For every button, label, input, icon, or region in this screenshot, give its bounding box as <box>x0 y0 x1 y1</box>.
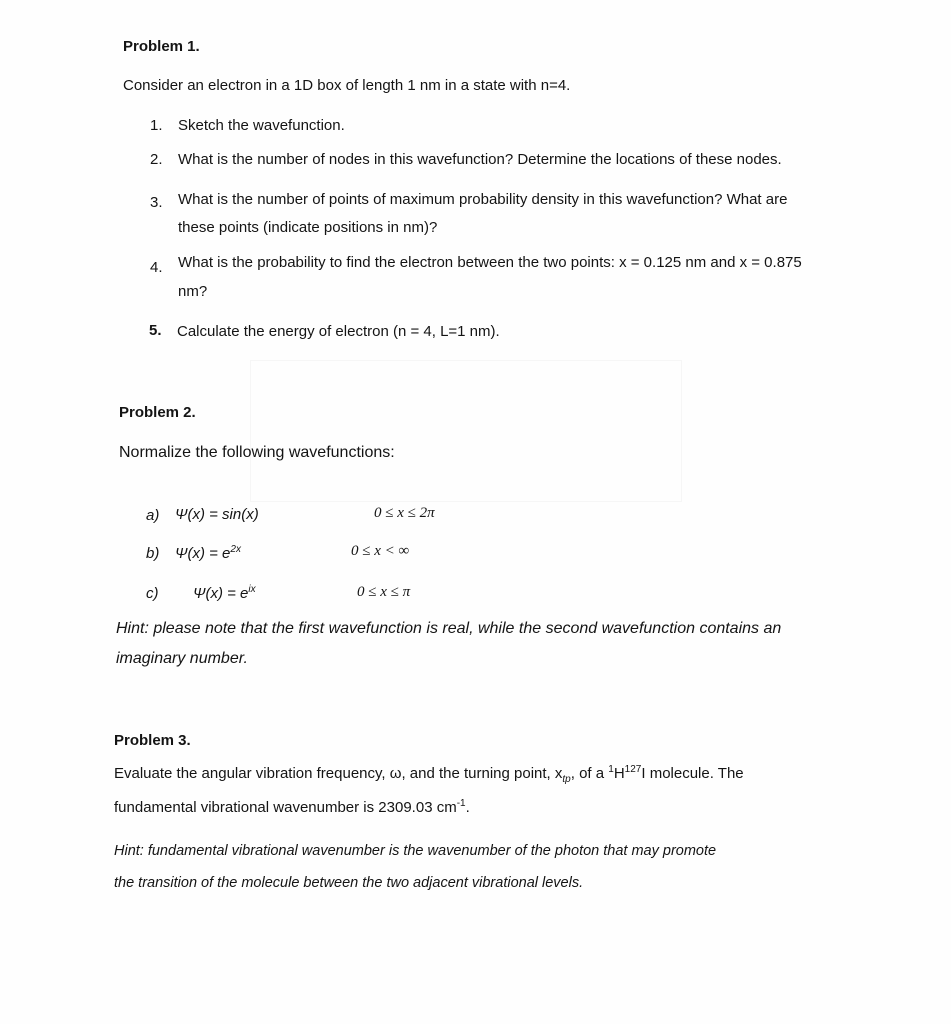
problem1-intro: Consider an electron in a 1D box of length 1 nm in a state with n=4. <box>123 77 571 94</box>
problem3-hint-line1: Hint: fundamental vibrational wavenumber is the wavenumber of the photon that may promote <box>114 843 717 859</box>
problem2-title: Problem 2. <box>119 404 196 421</box>
problem2-item-c-range: 0 ≤ x ≤ π <box>357 584 411 600</box>
problem2-item-b-label: b) <box>146 545 160 562</box>
problem2-hint-line2: imaginary number. <box>116 650 248 667</box>
problem2-item-a-label: a) <box>146 507 160 524</box>
problem1-q4-number: 4. <box>150 259 163 276</box>
problem2-item-b-range: 0 ≤ x < ∞ <box>351 543 410 559</box>
problem1-q5-text: Calculate the energy of electron (n = 4, L=1 nm). <box>177 323 500 340</box>
problem1-q2-text: What is the number of nodes in this wavefunction? Determine the locations of these nodes. <box>178 151 782 168</box>
problem2-item-c-func: $\Psi(x) = e^{ix}$ <box>193 584 256 602</box>
problem1-q3-line1: What is the number of points of maximum probability density in this wavefunction? What are <box>178 191 788 208</box>
problem1-q1-number: 1. <box>150 117 163 134</box>
problem1-q3-number: 3. <box>150 194 163 211</box>
problem1-q4-line2: nm? <box>178 283 208 300</box>
problem1-q5-number: 5. <box>149 322 162 339</box>
problem2-item-a-range: 0 ≤ x ≤ 2π <box>374 505 435 521</box>
problem2-item-a-func: Ψ(x) = sin(x) <box>175 506 259 523</box>
scan-ghost-box <box>250 360 682 502</box>
problem1-q2-number: 2. <box>150 151 163 168</box>
problem1-q1-text: Sketch the wavefunction. <box>178 117 345 134</box>
problem2-item-b-func: $\Psi(x) = e^{2x}$ <box>175 544 241 562</box>
problem1-q4-line1: What is the probability to find the electron between the two points: x = 0.125 nm and x = 0.875 <box>178 254 802 271</box>
problem3-statement-line1: Evaluate the angular vibration frequency, ω, and the turning point, $x_{tp}$, of a $^1H^{127}I$ molecule. The <box>114 764 744 785</box>
problem1-title: Problem 1. <box>123 38 200 55</box>
problem3-hint-line2: the transition of the molecule between the two adjacent vibrational levels. <box>114 875 584 891</box>
problem1-q3-line2: these points (indicate positions in nm)? <box>178 219 438 236</box>
problem3-statement-line2: fundamental vibrational wavenumber is 2309.03 $cm^{-1}$. <box>114 798 470 816</box>
problem2-hint-line1: Hint: please note that the first wavefunction is real, while the second wavefunction contains an <box>116 620 782 637</box>
problem3-title: Problem 3. <box>114 732 191 749</box>
problem2-item-c-label: c) <box>146 585 159 602</box>
problem2-intro: Normalize the following wavefunctions: <box>119 444 395 461</box>
